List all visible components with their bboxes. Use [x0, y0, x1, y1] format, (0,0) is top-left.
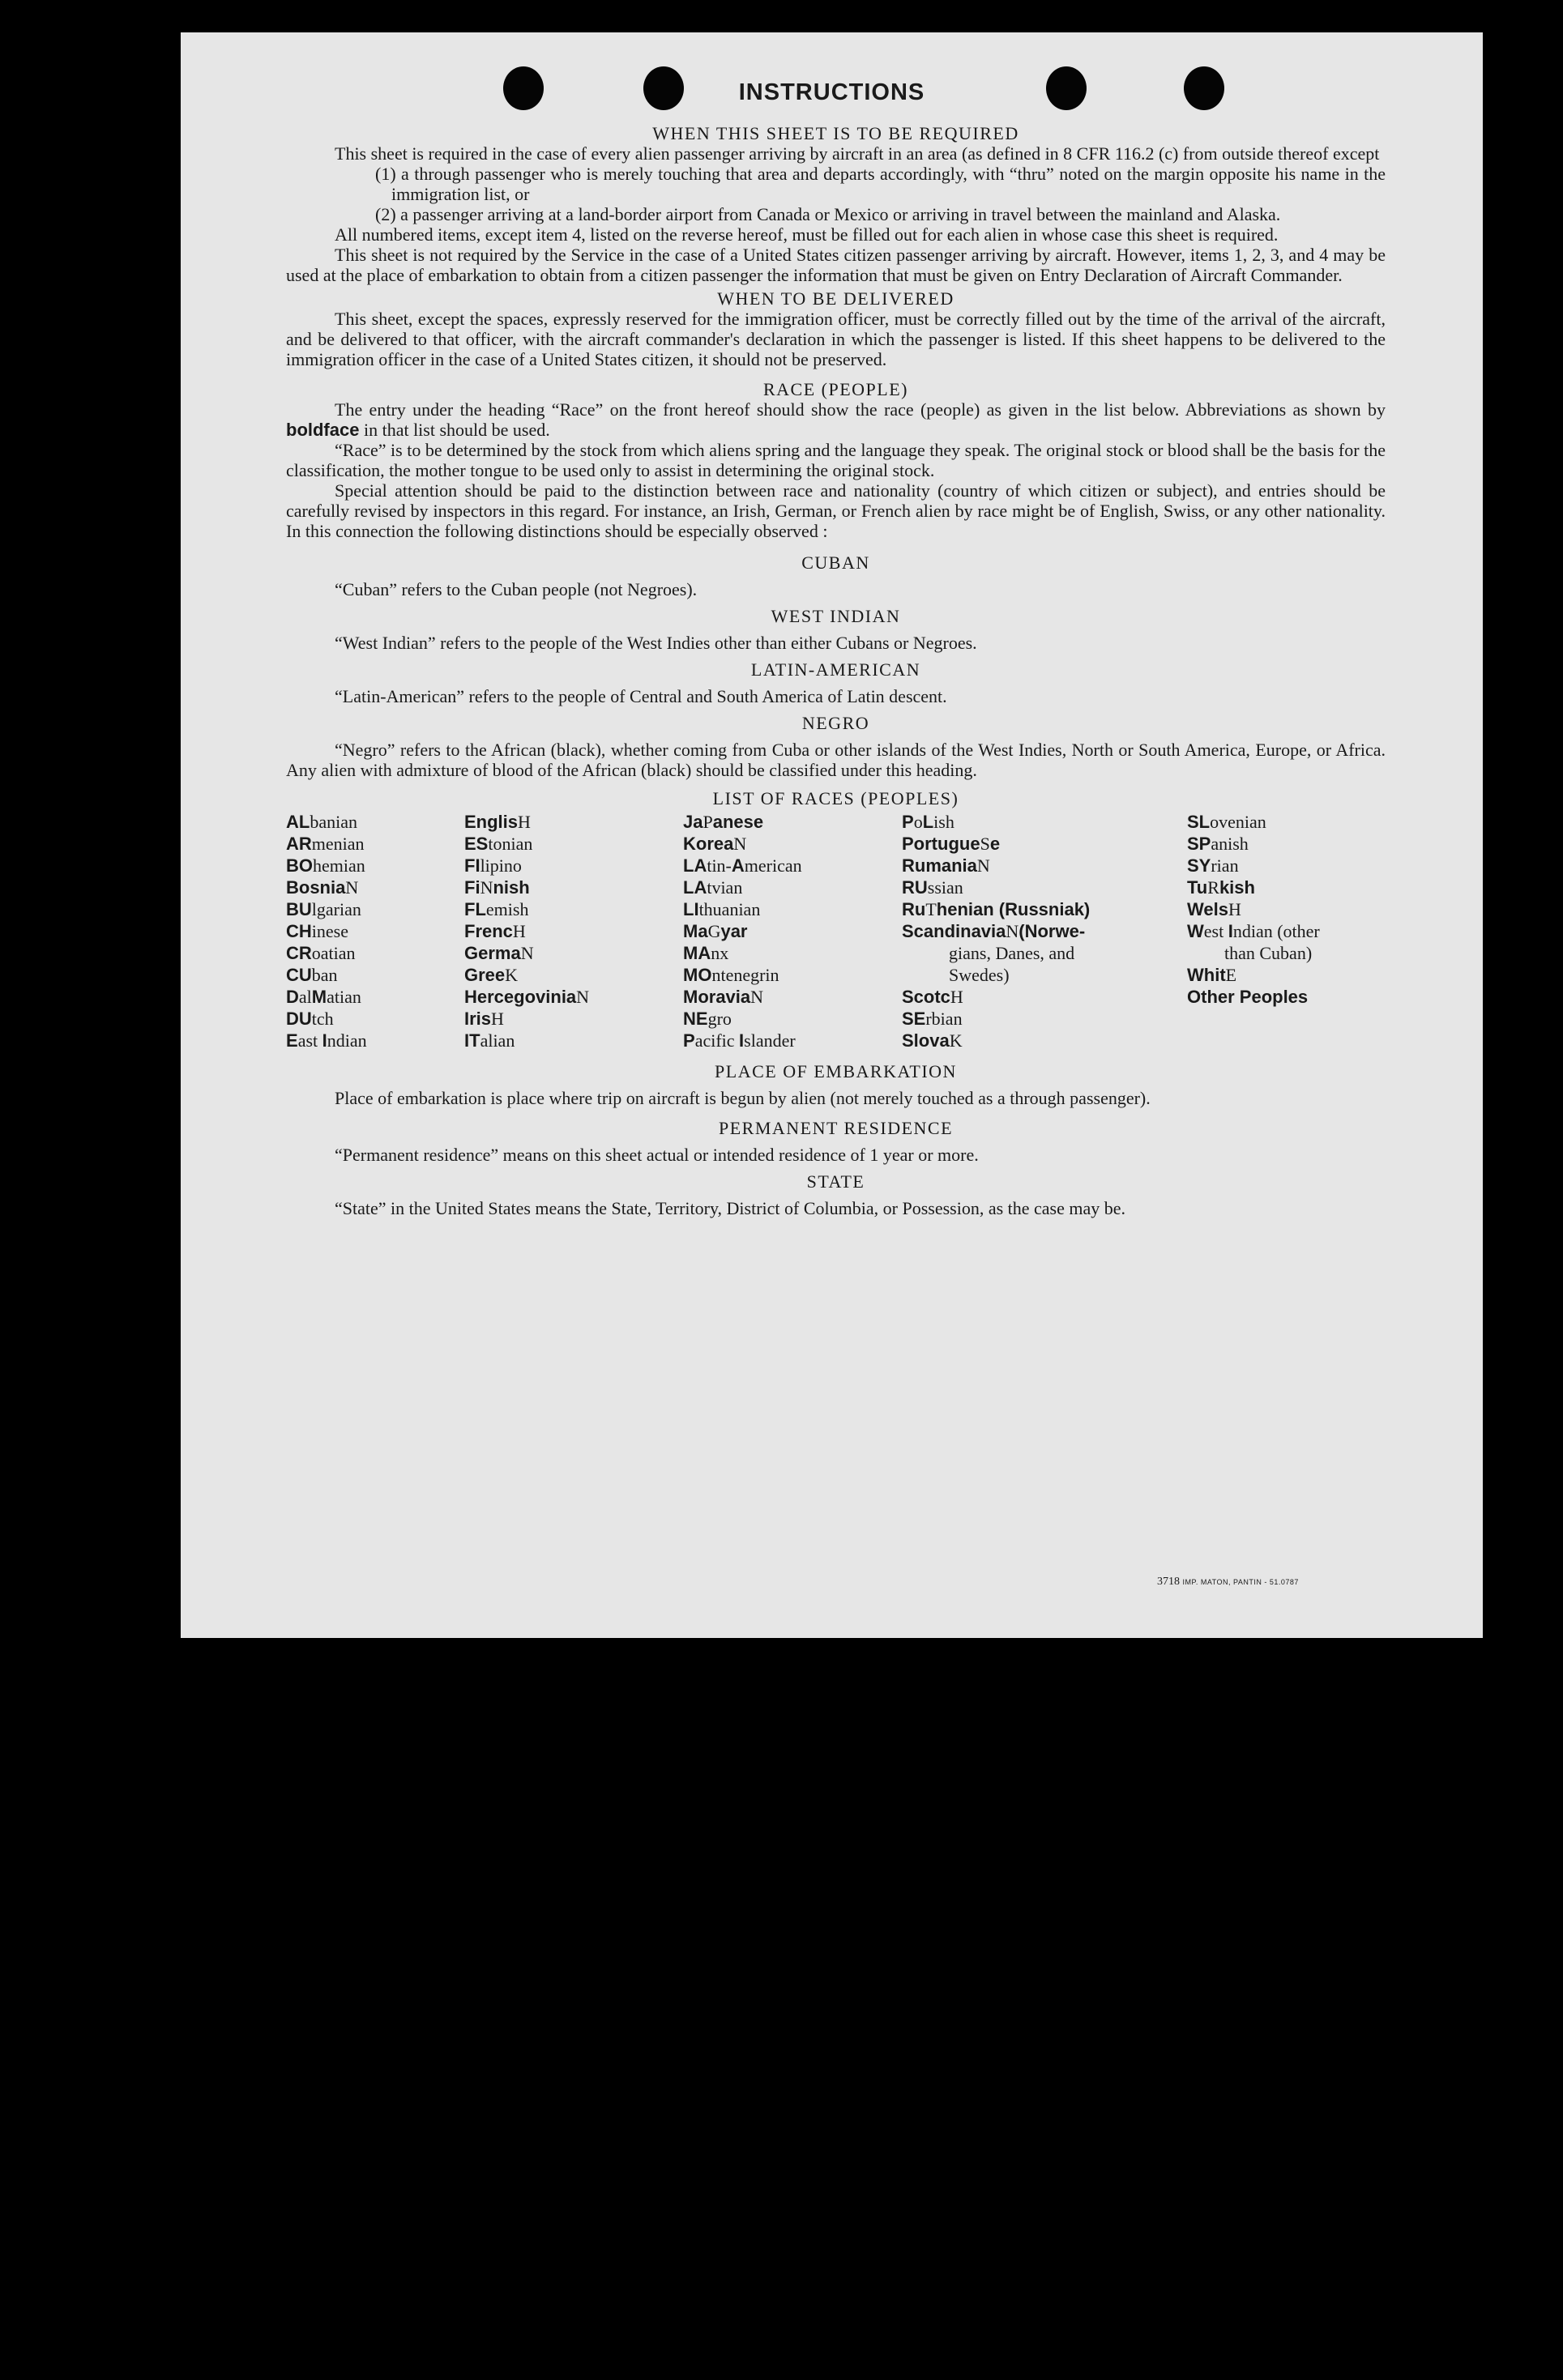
- race-entry: [286, 921, 367, 943]
- race-entry: [464, 987, 589, 1009]
- race-abbrev: Tu: [1187, 877, 1208, 898]
- race-abbrev: SE: [902, 1009, 926, 1029]
- race-abbrev: CH: [286, 921, 312, 941]
- race-abbrev: I: [739, 1030, 745, 1051]
- race-abbrev: Portugue: [902, 834, 980, 854]
- race-entry: [286, 987, 367, 1009]
- races-column: [902, 812, 1090, 1052]
- paragraph: “Race” is to be determined by the stock from which aliens spring and the language they speak. The original stock or blood shall be the basis for the classification, the mother tongue to be used only to assist in determining the original stock.: [286, 440, 1386, 480]
- race-rest: alian: [480, 1030, 515, 1051]
- paragraph: This sheet is not required by the Service in the case of a United States citizen passenger arriving by aircraft. However, items 1, 2, 3, and 4 may be used at the place of embarkation to obtain from a citizen passenger the information that must be given on Entry Declaration of Aircraft Commander.: [286, 245, 1386, 285]
- heading-latin-american: LATIN-AMERICAN: [750, 659, 921, 680]
- race-entry: [683, 965, 802, 987]
- race-entry: [286, 877, 367, 899]
- race-entry: [1187, 812, 1320, 834]
- race-abbrev: nish: [493, 877, 530, 898]
- race-abbrev: Korea: [683, 834, 734, 854]
- race-abbrev: W: [1187, 921, 1204, 941]
- race-rest: H: [1228, 899, 1241, 919]
- heading-when-delivered: WHEN TO BE DELIVERED: [717, 288, 954, 309]
- race-abbrev: Scandinavia: [902, 921, 1006, 941]
- race-abbrev: Bosnia: [286, 877, 346, 898]
- race-abbrev: Whit: [1187, 965, 1226, 985]
- printer-imprint: IMP. MATON, PANTIN - 51.0787: [1182, 1578, 1299, 1586]
- race-rest: tch: [311, 1009, 334, 1029]
- race-abbrev: yar: [720, 921, 748, 941]
- instructions-body: [286, 123, 1386, 1218]
- list-item: (1) a through passenger who is merely touching that area and departs accordingly, with “thru” noted on the margin opposite his name in the immigration list, or: [375, 164, 1386, 204]
- race-abbrev: Ma: [683, 921, 708, 941]
- race-rest: H: [512, 921, 526, 941]
- page-title: INSTRUCTIONS: [738, 79, 925, 105]
- race-rest: rbian: [925, 1009, 963, 1029]
- heading-state: STATE: [806, 1171, 865, 1192]
- race-entry: [464, 877, 589, 899]
- race-rest: N: [345, 877, 359, 898]
- paragraph: “State” in the United States means the State, Territory, District of Columbia, or Possession, as the case may be.: [335, 1198, 1126, 1218]
- race-abbrev: AL: [286, 812, 310, 832]
- race-abbrev: Other Peoples: [1187, 987, 1309, 1007]
- race-entry: [1187, 899, 1320, 921]
- races-column: [464, 812, 589, 1052]
- race-abbrev: DU: [286, 1009, 312, 1029]
- race-abbrev: I: [322, 1030, 327, 1051]
- race-rest: E: [1225, 965, 1237, 985]
- race-abbrev: FI: [464, 855, 480, 876]
- race-rest: R: [1207, 877, 1219, 898]
- race-entry: [286, 1030, 367, 1052]
- race-abbrev: Fi: [464, 877, 480, 898]
- races-column: [286, 812, 367, 1052]
- race-rest: Swedes): [949, 965, 1010, 985]
- race-rest: ish: [933, 812, 954, 832]
- race-entry: [1187, 921, 1320, 943]
- race-rest: G: [707, 921, 721, 941]
- races-column: [683, 812, 802, 1052]
- race-rest: rian: [1211, 855, 1239, 876]
- race-abbrev: Wels: [1187, 899, 1228, 919]
- race-abbrev: BO: [286, 855, 313, 876]
- race-entry: [1187, 987, 1320, 1009]
- race-entry: [902, 877, 1090, 899]
- race-entry: [464, 1030, 589, 1052]
- race-rest: N: [733, 834, 747, 854]
- race-rest: thuanian: [698, 899, 761, 919]
- race-entry: [902, 834, 1090, 855]
- race-abbrev: SL: [1187, 812, 1211, 832]
- race-rest: gro: [707, 1009, 732, 1029]
- race-entry: [464, 855, 589, 877]
- race-entry: [683, 855, 802, 877]
- print-footer: [1157, 1572, 1299, 1593]
- paragraph: “Cuban” refers to the Cuban people (not Negroes).: [335, 579, 698, 599]
- race-abbrev: SY: [1187, 855, 1211, 876]
- race-entry: [464, 943, 589, 965]
- race-rest: tin-: [707, 855, 732, 876]
- race-rest: lipino: [480, 855, 522, 876]
- race-rest: P: [702, 812, 713, 832]
- race-rest: N: [520, 943, 534, 963]
- race-abbrev: BU: [286, 899, 312, 919]
- race-abbrev: FL: [464, 899, 486, 919]
- text: The entry under the heading “Race” on the front hereof should show the race (people) as given in the list below. Abbreviations as shown by: [335, 399, 1386, 420]
- heading-cuban: CUBAN: [801, 552, 870, 573]
- race-abbrev: kish: [1219, 877, 1255, 898]
- race-abbrev: LA: [683, 855, 707, 876]
- race-entry: [286, 965, 367, 987]
- races-column: [1187, 812, 1320, 1009]
- race-rest: ast: [297, 1030, 322, 1051]
- race-abbrev: MA: [683, 943, 711, 963]
- race-abbrev: CR: [286, 943, 312, 963]
- race-entry: [902, 987, 1090, 1009]
- race-entry: [902, 921, 1090, 943]
- race-entry: [902, 1009, 1090, 1030]
- race-entry: [683, 877, 802, 899]
- race-rest: than Cuban): [1224, 943, 1313, 963]
- race-entry: [464, 921, 589, 943]
- paragraph: All numbered items, except item 4, listed on the reverse hereof, must be filled out for each alien in whose case this sheet is required.: [335, 224, 1279, 245]
- race-rest: est: [1203, 921, 1228, 941]
- race-entry: [683, 921, 802, 943]
- race-rest: atian: [327, 987, 361, 1007]
- race-entry: [683, 834, 802, 855]
- race-entry: [902, 965, 1090, 987]
- paragraph: [286, 399, 1386, 440]
- race-rest: K: [949, 1030, 963, 1051]
- race-rest: N: [576, 987, 590, 1007]
- heading-negro: NEGRO: [801, 713, 870, 733]
- race-abbrev: L: [922, 812, 934, 832]
- race-rest: emish: [485, 899, 529, 919]
- race-entry: [1187, 943, 1320, 965]
- race-abbrev: Ja: [683, 812, 703, 832]
- race-rest: ntenegrin: [711, 965, 779, 985]
- race-entry: [464, 834, 589, 855]
- race-abbrev: Hercegovinia: [464, 987, 577, 1007]
- race-rest: lgarian: [311, 899, 361, 919]
- race-entry: [286, 1009, 367, 1030]
- race-rest: H: [950, 987, 963, 1007]
- race-abbrev: Englis: [464, 812, 519, 832]
- race-abbrev: Scotc: [902, 987, 950, 1007]
- paragraph: Place of embarkation is place where trip on aircraft is begun by alien (not merely touched as a through passenger).: [335, 1088, 1151, 1108]
- race-rest: N: [976, 855, 990, 876]
- race-rest: oatian: [311, 943, 356, 963]
- heading-west-indian: WEST INDIAN: [771, 606, 901, 626]
- race-abbrev: henian (Russniak): [936, 899, 1091, 919]
- heading-race: RACE (PEOPLE): [763, 379, 908, 399]
- race-entry: [902, 1030, 1090, 1052]
- race-rest: o: [913, 812, 923, 832]
- paragraph: “Negro” refers to the African (black), whether coming from Cuba or other islands of the West Indies, North or South America, Europe, or Africa. Any alien with admixture of blood of the African (black) should be classified under this heading.: [286, 740, 1386, 780]
- race-rest: nx: [711, 943, 729, 963]
- heading-embarkation: PLACE OF EMBARKATION: [715, 1061, 957, 1081]
- race-rest: acific: [694, 1030, 740, 1051]
- race-rest: N: [1006, 921, 1019, 941]
- races-list: [286, 812, 1386, 1055]
- race-abbrev: ES: [464, 834, 489, 854]
- race-rest: H: [518, 812, 531, 832]
- race-rest: N: [480, 877, 493, 898]
- race-abbrev: AR: [286, 834, 312, 854]
- race-abbrev: E: [286, 1030, 298, 1051]
- race-rest: N: [750, 987, 764, 1007]
- race-rest: H: [491, 1009, 504, 1029]
- race-rest: tvian: [707, 877, 743, 898]
- race-abbrev: Frenc: [464, 921, 513, 941]
- race-abbrev: M: [311, 987, 327, 1007]
- race-rest: ban: [311, 965, 338, 985]
- race-rest: K: [505, 965, 519, 985]
- race-rest: T: [925, 899, 937, 919]
- race-entry: [902, 943, 1090, 965]
- race-abbrev: SP: [1187, 834, 1211, 854]
- race-entry: [902, 899, 1090, 921]
- race-rest: anish: [1211, 834, 1249, 854]
- race-entry: [464, 965, 589, 987]
- heading-when-required: WHEN THIS SHEET IS TO BE REQUIRED: [652, 123, 1019, 143]
- paragraph: “Permanent residence” means on this sheet actual or intended residence of 1 year or more.: [335, 1145, 979, 1165]
- race-entry: [683, 812, 802, 834]
- race-abbrev: Germa: [464, 943, 521, 963]
- race-abbrev: Iris: [464, 1009, 492, 1029]
- paragraph: Special attention should be paid to the distinction between race and nationality (country of which citizen or subject), and entries should be carefully revised by inspectors in this regard. For instance, an Irish, German, or French alien by race might be of English, Swiss, or any other nationality. In this connection the following distinctions should be especially observed :: [286, 480, 1386, 541]
- text: in that list should be used.: [363, 420, 550, 440]
- race-abbrev: D: [286, 987, 299, 1007]
- race-entry: [1187, 834, 1320, 855]
- race-entry: [683, 1009, 802, 1030]
- race-abbrev: Gree: [464, 965, 506, 985]
- race-abbrev: Rumania: [902, 855, 977, 876]
- race-abbrev: anese: [712, 812, 764, 832]
- boldface-word: boldface: [286, 420, 360, 440]
- race-abbrev: I: [1228, 921, 1233, 941]
- paragraph: “Latin-American” refers to the people of Central and South America of Latin descent.: [335, 686, 947, 706]
- race-abbrev: A: [731, 855, 745, 876]
- race-rest: ovenian: [1210, 812, 1266, 832]
- race-entry: [286, 812, 367, 834]
- race-entry: [683, 987, 802, 1009]
- paragraph: This sheet, except the spaces, expressly reserved for the immigration officer, must be correctly filled out by the time of the arrival of the aircraft, and be delivered to that officer, with the aircraft commander's declaration in which the passenger is listed. If this sheet happens to be delivered to the immigration officer in the case of a United States citizen, it should not be preserved.: [286, 309, 1386, 369]
- race-entry: [286, 943, 367, 965]
- race-rest: menian: [311, 834, 365, 854]
- race-abbrev: LI: [683, 899, 699, 919]
- race-abbrev: LA: [683, 877, 707, 898]
- race-entry: [464, 812, 589, 834]
- race-abbrev: P: [902, 812, 914, 832]
- heading-permanent-residence: PERMANENT RESIDENCE: [718, 1118, 954, 1138]
- race-rest: banian: [310, 812, 357, 832]
- race-rest: inese: [311, 921, 348, 941]
- list-item: (2) a passenger arriving at a land-border airport from Canada or Mexico or arriving in travel between the mainland and Alaska.: [375, 204, 1281, 224]
- race-rest: ssian: [927, 877, 963, 898]
- race-rest: ndian: [327, 1030, 367, 1051]
- document-page: [181, 32, 1483, 1638]
- race-entry: [286, 855, 367, 877]
- race-rest: ndian (other: [1232, 921, 1320, 941]
- race-abbrev: MO: [683, 965, 712, 985]
- race-entry: [902, 812, 1090, 834]
- race-abbrev: CU: [286, 965, 312, 985]
- race-abbrev: NE: [683, 1009, 708, 1029]
- race-entry: [683, 899, 802, 921]
- race-abbrev: e: [989, 834, 1001, 854]
- race-entry: [1187, 855, 1320, 877]
- race-rest: merican: [744, 855, 802, 876]
- race-rest: al: [298, 987, 312, 1007]
- race-entry: [683, 1030, 802, 1052]
- race-rest: S: [980, 834, 990, 854]
- race-abbrev: P: [683, 1030, 695, 1051]
- race-entry: [464, 1009, 589, 1030]
- race-entry: [683, 943, 802, 965]
- race-abbrev: Ru: [902, 899, 926, 919]
- race-rest: gians, Danes, and: [949, 943, 1075, 963]
- race-entry: [286, 899, 367, 921]
- race-entry: [1187, 965, 1320, 987]
- race-entry: [1187, 877, 1320, 899]
- paragraph: “West Indian” refers to the people of the West Indies other than either Cubans or Negroes.: [335, 633, 977, 653]
- race-rest: tonian: [488, 834, 533, 854]
- race-abbrev: (Norwe-: [1019, 921, 1086, 941]
- race-abbrev: RU: [902, 877, 928, 898]
- race-entry: [464, 899, 589, 921]
- race-rest: hemian: [313, 855, 365, 876]
- race-abbrev: Moravia: [683, 987, 751, 1007]
- paragraph: This sheet is required in the case of every alien passenger arriving by aircraft in an area (as defined in 8 CFR 116.2 (c) from outside thereof except: [335, 143, 1380, 164]
- heading-list-of-races: LIST OF RACES (PEOPLES): [712, 788, 959, 808]
- race-rest: slander: [744, 1030, 796, 1051]
- race-entry: [286, 834, 367, 855]
- race-entry: [902, 855, 1090, 877]
- race-abbrev: IT: [464, 1030, 480, 1051]
- race-abbrev: Slova: [902, 1030, 950, 1051]
- form-number: 3718: [1157, 1576, 1180, 1588]
